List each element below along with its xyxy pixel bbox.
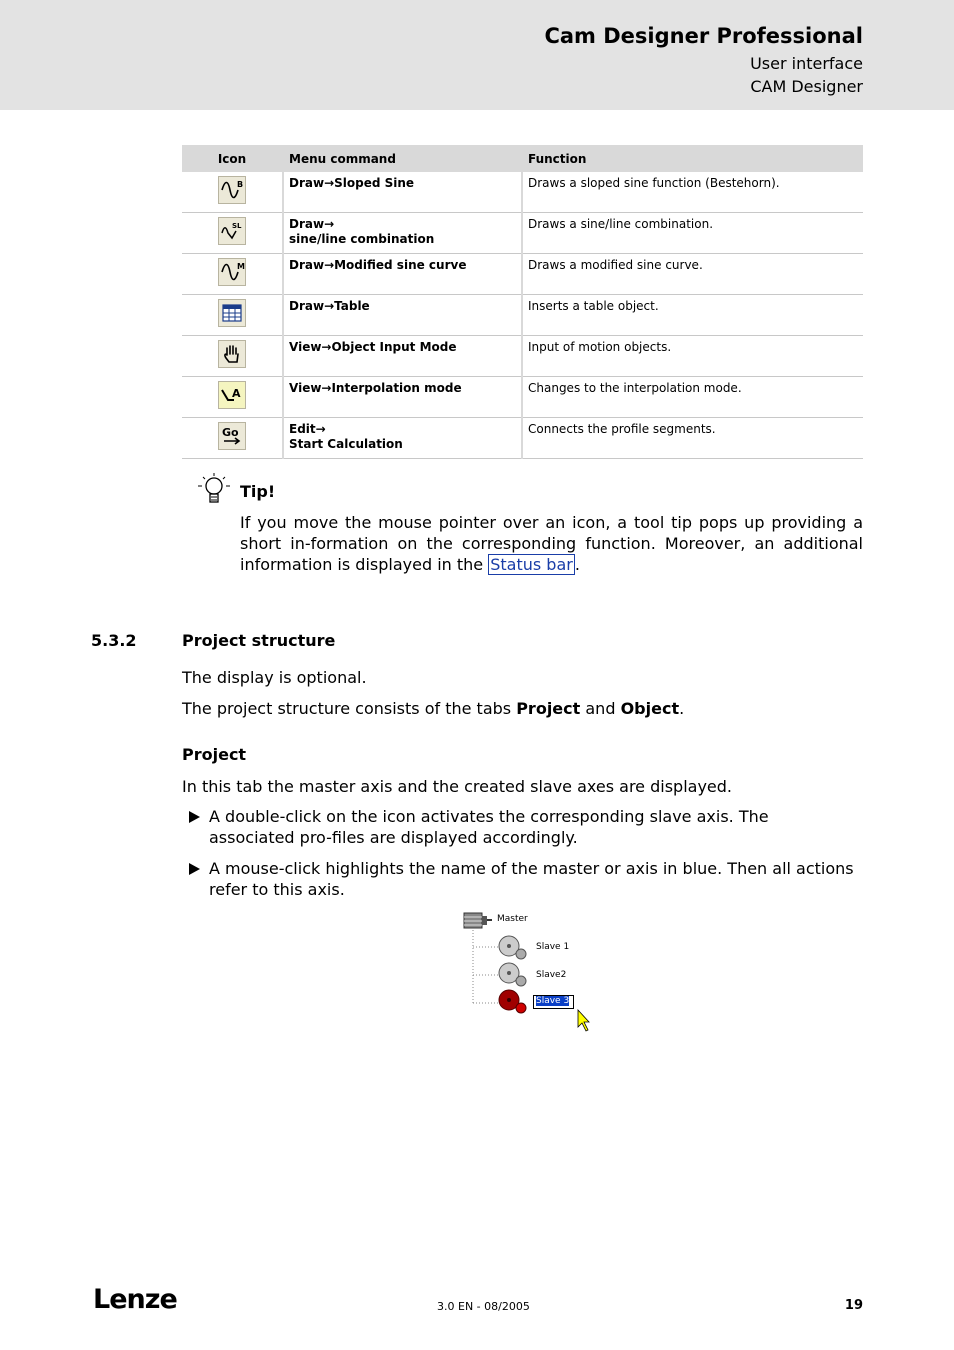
hand-icon [218, 340, 246, 368]
interpolation-icon [218, 381, 246, 409]
sloped-sine-icon [218, 176, 246, 204]
table-row [182, 336, 863, 377]
master-axis-label[interactable]: Master [497, 914, 528, 924]
selected-slave-label-box[interactable] [533, 995, 574, 1009]
paragraph-project-tab: In this tab the master axis and the created slave axes are displayed. [182, 777, 732, 796]
bullet-arrow-icon [188, 860, 201, 881]
table-icon [218, 299, 246, 327]
menu-command: Draw→Modified sine curve [289, 258, 467, 272]
slave-axis-icon[interactable] [498, 935, 528, 965]
table-row [182, 213, 863, 254]
paragraph-tabs-text: The project structure consists of the tabs [182, 699, 517, 718]
slave-axis-icon[interactable] [498, 962, 528, 992]
modified-sine-icon [218, 258, 246, 286]
column-header-icon: Icon [182, 145, 283, 172]
table-row [182, 418, 863, 459]
table-row [182, 172, 863, 213]
function-text: Changes to the interpolation mode. [528, 381, 742, 395]
section-title: CAM Designer [750, 77, 863, 96]
menu-command: Draw→Sloped Sine [289, 176, 415, 190]
table-header-row [182, 145, 863, 172]
subheading-project: Project [182, 745, 247, 764]
table-row [182, 377, 863, 418]
function-text: Draws a sloped sine function (Bestehorn). [528, 176, 780, 190]
tip-text [240, 512, 863, 575]
menu-command-line2: sine/line combination [289, 232, 435, 246]
table-row [182, 295, 863, 336]
table-row [182, 254, 863, 295]
footer-version: 3.0 EN - 08/2005 [437, 1300, 530, 1313]
menu-command: Draw→Table [289, 299, 370, 313]
menu-command: Draw→ [289, 217, 335, 231]
bullet-text: A double-click on the icon activates the corresponding slave axis. The associated pro-files are displayed accordingly. [209, 807, 769, 847]
function-text: Connects the profile segments. [528, 422, 716, 436]
status-bar-link[interactable]: Status bar [490, 555, 573, 574]
paragraph-tabs-end: . [679, 699, 685, 718]
menu-command: View→Interpolation mode [289, 381, 462, 395]
active-slave-axis-icon[interactable] [498, 989, 528, 1019]
paragraph-tabs-and: and [580, 699, 621, 718]
section-number: 5.3.2 [91, 631, 137, 650]
function-text: Inserts a table object. [528, 299, 659, 313]
column-header-function: Function [522, 145, 863, 172]
menu-command: View→Object Input Mode [289, 340, 457, 354]
object-tab-name: Object [620, 699, 680, 718]
svg-text:Go: Go [222, 426, 239, 439]
selected-slave-label[interactable]: Slave 3 [536, 996, 570, 1006]
sine-line-icon [218, 217, 246, 245]
svg-text:B: B [237, 180, 244, 189]
tip-text-end: . [574, 555, 580, 574]
list-item [188, 858, 858, 900]
toolbar-icons-table [182, 145, 863, 459]
document-title: Cam Designer Professional [544, 24, 863, 48]
tip-heading: Tip! [240, 482, 276, 501]
list-item [188, 806, 858, 848]
page-header [0, 0, 954, 110]
page-number: 19 [844, 1298, 863, 1313]
bullet-arrow-icon [188, 808, 201, 829]
project-tree-screenshot [460, 905, 590, 1035]
go-icon [218, 422, 246, 450]
svg-text:M: M [237, 262, 245, 271]
function-text: Draws a modified sine curve. [528, 258, 703, 272]
menu-command-line2: Start Calculation [289, 437, 403, 451]
lightbulb-icon [196, 472, 232, 510]
function-text: Input of motion objects. [528, 340, 672, 354]
slave-axis-label[interactable]: Slave2 [536, 970, 567, 980]
paragraph-optional: The display is optional. [182, 668, 367, 687]
chapter-title: User interface [750, 54, 863, 73]
bullet-text: A mouse-click highlights the name of the master or axis in blue. Then all actions refer to this axis. [209, 859, 854, 899]
tip-text-body: If you move the mouse pointer over an icon, a tool tip pops up providing a short in-formation on the corresponding function. Moreover, an additional information is displayed in the [240, 513, 863, 574]
master-axis-icon[interactable] [463, 911, 493, 935]
lenze-logo: Lenze [93, 1284, 177, 1315]
svg-text:SL: SL [232, 222, 242, 230]
menu-command: Edit→ [289, 422, 326, 436]
slave-axis-label[interactable]: Slave 1 [536, 942, 570, 952]
svg-text:A: A [232, 387, 241, 400]
section-heading: Project structure [182, 631, 336, 650]
function-text: Draws a sine/line combination. [528, 217, 714, 231]
column-header-menu-command: Menu command [283, 145, 522, 172]
project-tab-name: Project [516, 699, 581, 718]
paragraph-tabs [182, 699, 684, 718]
